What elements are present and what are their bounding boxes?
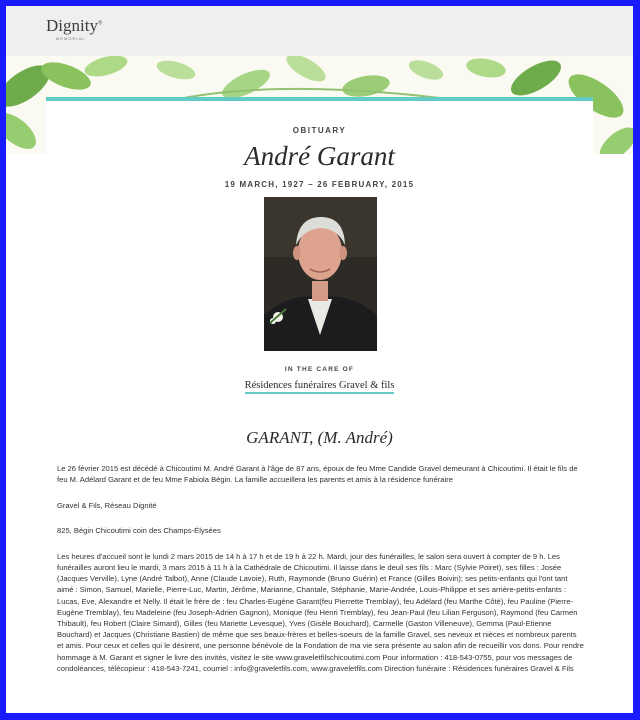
brand-mark: ®	[97, 20, 103, 27]
portrait-photo	[264, 197, 377, 351]
section-title: GARANT, (M. André)	[246, 428, 393, 447]
obituary-paragraph: Les heures d'accueil sont le lundi 2 mars 2015 de 14 h à 17 h et de 19 h à 22 h. Mardi, jour des funérailles, le salon sera ouvert à compter de 9 h. Les funérailles auront lieu le mardi, 3 mars 2015 à 11 h à la Cathédrale de Chicoutimi. Il laisse dans le deuil ses fils : Marc (Sylvie Poiret), ses filles : Josée (Jacques Verville), Lyne (André Talbot), Anne (Claude Lavoie), Ruth, Raymonde (Bruno Guérin) et France (Gilles Boivin); ses petits-enfants qui l'ont tant aimé : Simon, Samuel, Marielle, Pierre-Luc, Martin, Jérôme, Marianne, Chantale, Stéphanie, Marie-Andrée, Louis-Philippe et ses arrière-petits-enfants : Lucas, Eve, Alexandre et Nelly. Il était le frère de : feu Charles-Eugène Garant(feu Pierrette Tremblay), feu Adélard (feu Marthe Côté), feu Pauline (Pierre-Eugène Tremblay), feu Madeleine (feu Joseph-Adrien Gagnon), Monique (feu Henri Tremblay), feu Jean-Paul (feu Lilian Ferguson), Raymond (feu Carmen Thibault), feu Robert (Claire Simard), Gilles (feu Mariette Levesque), Yves (Gisèle Bouchard), Carmelle (Gaston Villeneuve), Gemma (Paul-Etienne Bouchard) et Jacques (Christiane Bastien) de même que ses beaux-frères et belles-soeurs de la famille Gravel, ses neveux et nièces et nombreux parents et amis. Pour ceux et celles qui le désirent, une personne bénévole de la Fondation de ma vie sera présente au salon afin de recueillir vos dons. Pour rendre hommage à M. Garant et signer le livre des invités, visitez le site www.graveletfilschicoutimi.com Pour information : 418-543-0755, pour vos messages de condoléances, télécopieur : 418-543-7241, courriel : info@graveletfils.com, www.graveletfils.com Direction funéraire : Résidences funéraires Gravel & Fils	[57, 551, 584, 673]
care-label: IN THE CARE OF	[284, 366, 355, 373]
portrait-illustration	[264, 197, 377, 351]
brand-subtitle: MEMORIAL	[56, 36, 86, 41]
funeral-home-link[interactable]	[46, 380, 593, 391]
obituary-paragraph: Gravel & Fils, Réseau Dignité	[57, 500, 157, 510]
obituary-card	[46, 97, 593, 713]
brand-name: Dignity	[46, 16, 98, 35]
deceased-name: André Garant	[244, 141, 395, 171]
obituary-label: OBITUARY	[292, 126, 347, 135]
obituary-body	[57, 463, 584, 688]
obituary-paragraph: 825, Bégin Chicoutimi coin des Champs-Élysées	[57, 526, 221, 536]
life-dates: 19 MARCH, 1927 – 26 FEBRUARY, 2015	[224, 180, 415, 189]
brand-logo[interactable]	[46, 16, 103, 36]
page-frame	[6, 6, 633, 713]
site-header	[6, 6, 633, 56]
obituary-paragraph: Le 26 février 2015 est décédé à Chicoutimi M. André Garant à l'âge de 87 ans, époux de feu Mme Candide Gravel demeurant à Chicoutimi. Il était le fils de feu M. Adélard Garant et de feu Mme Fabiola Bégin. La famille accueillera les parents et amis à la résidence funéraire	[57, 464, 578, 485]
funeral-home-link-text[interactable]: Résidences funéraires Gravel & fils	[245, 380, 395, 394]
